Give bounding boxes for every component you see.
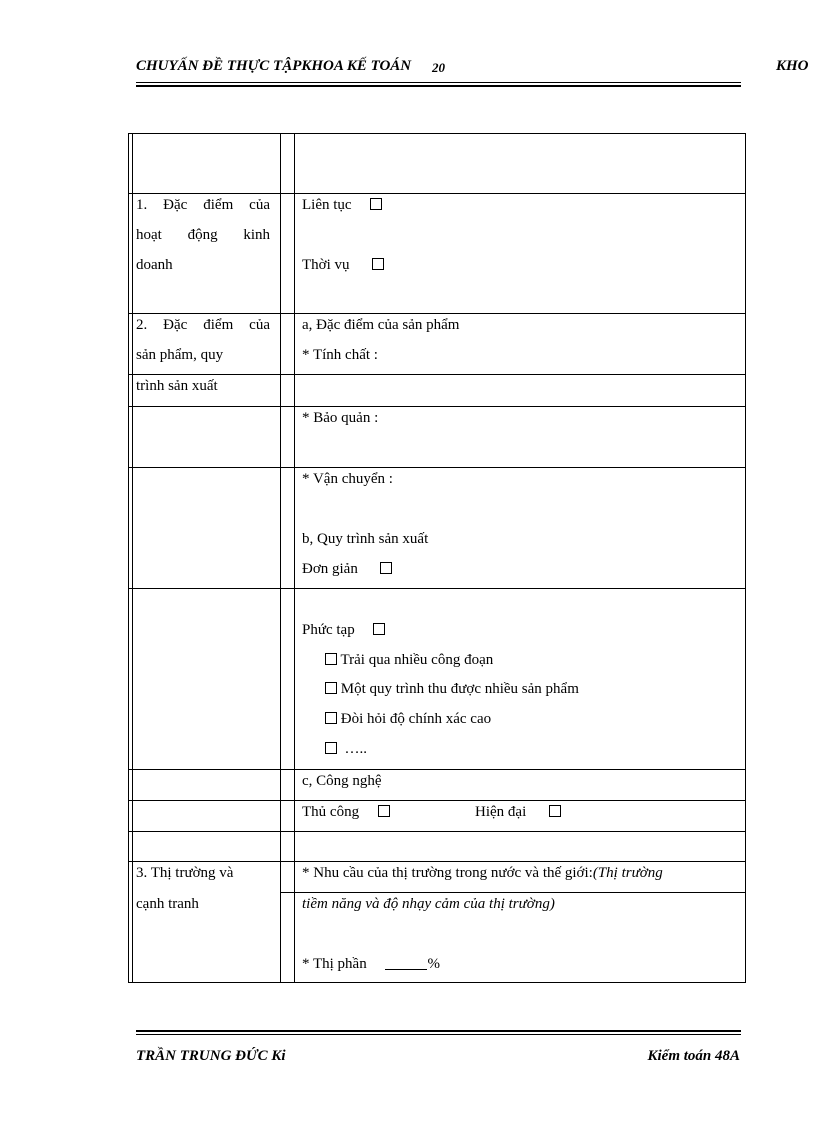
col-divider (280, 134, 281, 982)
row-divider (129, 588, 745, 589)
header-title: CHUYẤN ĐỀ THỰC TẬPKHOA KẾ TOÁN (136, 58, 412, 74)
sub-option-3: Đòi hỏi độ chính xác cao (325, 704, 491, 734)
row-divider (129, 800, 745, 801)
header-title-right: KHO (776, 58, 809, 74)
footer-rule-thick (136, 1030, 741, 1032)
bao-quan: * Bảo quản : (302, 410, 379, 426)
section-a-heading: a, Đặc điểm của sản phẩm (302, 317, 460, 333)
checkbox[interactable] (325, 682, 337, 694)
row-divider (129, 406, 745, 407)
sub-option-2: Một quy trình thu được nhiều sản phẩm (325, 674, 579, 704)
footer-rule (136, 1034, 741, 1035)
nhu-cau: * Nhu cầu của thị trường trong nước và thế giới:(Thị trường (302, 865, 663, 881)
section-c-heading: c, Công nghệ (302, 773, 382, 789)
option-phuc-tap: Phức tạp (302, 615, 385, 645)
option-thoi-vu: Thời vụ (302, 250, 384, 280)
row-divider (129, 467, 745, 468)
section-b-heading: b, Quy trình sản xuất (302, 531, 429, 547)
col-divider (294, 134, 295, 982)
criterion-3-line2: cạnh tranh (136, 896, 199, 912)
criterion-3-line1: 3. Thị trường và (136, 865, 234, 881)
footer-class: Kiểm toán 48A (647, 1048, 740, 1064)
criterion-2: 2. Đặc điểm của (136, 317, 270, 333)
row-divider (129, 831, 745, 832)
survey-table (128, 133, 746, 983)
option-lien-tuc: Liên tục (302, 190, 382, 220)
col-divider (132, 134, 133, 982)
criterion-2-line3: trình sản xuất (136, 378, 218, 394)
row-divider (129, 374, 745, 375)
row-divider (129, 769, 745, 770)
tinh-chat: * Tính chất : (302, 347, 378, 363)
checkbox[interactable] (325, 653, 337, 665)
criterion-2-line2: sản phẩm, quy (136, 347, 224, 363)
criterion-1: 1. Đặc điểm của hoạt động kinh doanh (136, 197, 270, 273)
thi-phan: * Thị phần % (302, 956, 440, 972)
option-hien-dai: Hiện đại (475, 797, 561, 827)
checkbox[interactable] (380, 562, 392, 574)
checkbox[interactable] (372, 258, 384, 270)
page-number: 20 (432, 60, 445, 75)
checkbox[interactable] (549, 805, 561, 817)
van-chuyen: * Vận chuyển : (302, 471, 393, 487)
checkbox[interactable] (325, 742, 337, 754)
header-rule (136, 82, 741, 83)
option-thu-cong: Thủ công (302, 797, 390, 827)
percent-blank[interactable] (385, 956, 427, 970)
option-don-gian: Đơn giản (302, 554, 392, 584)
checkbox[interactable] (378, 805, 390, 817)
nhu-cau-cont: tiềm năng và độ nhạy cảm của thị trường) (302, 896, 555, 912)
checkbox[interactable] (370, 198, 382, 210)
checkbox[interactable] (325, 712, 337, 724)
sub-option-4: ….. (325, 734, 367, 764)
header-rule-thick (136, 85, 741, 87)
footer-author: TRẦN TRUNG ĐỨC Ki (136, 1048, 286, 1064)
checkbox[interactable] (373, 623, 385, 635)
sub-option-1: Trải qua nhiều công đoạn (325, 645, 493, 675)
